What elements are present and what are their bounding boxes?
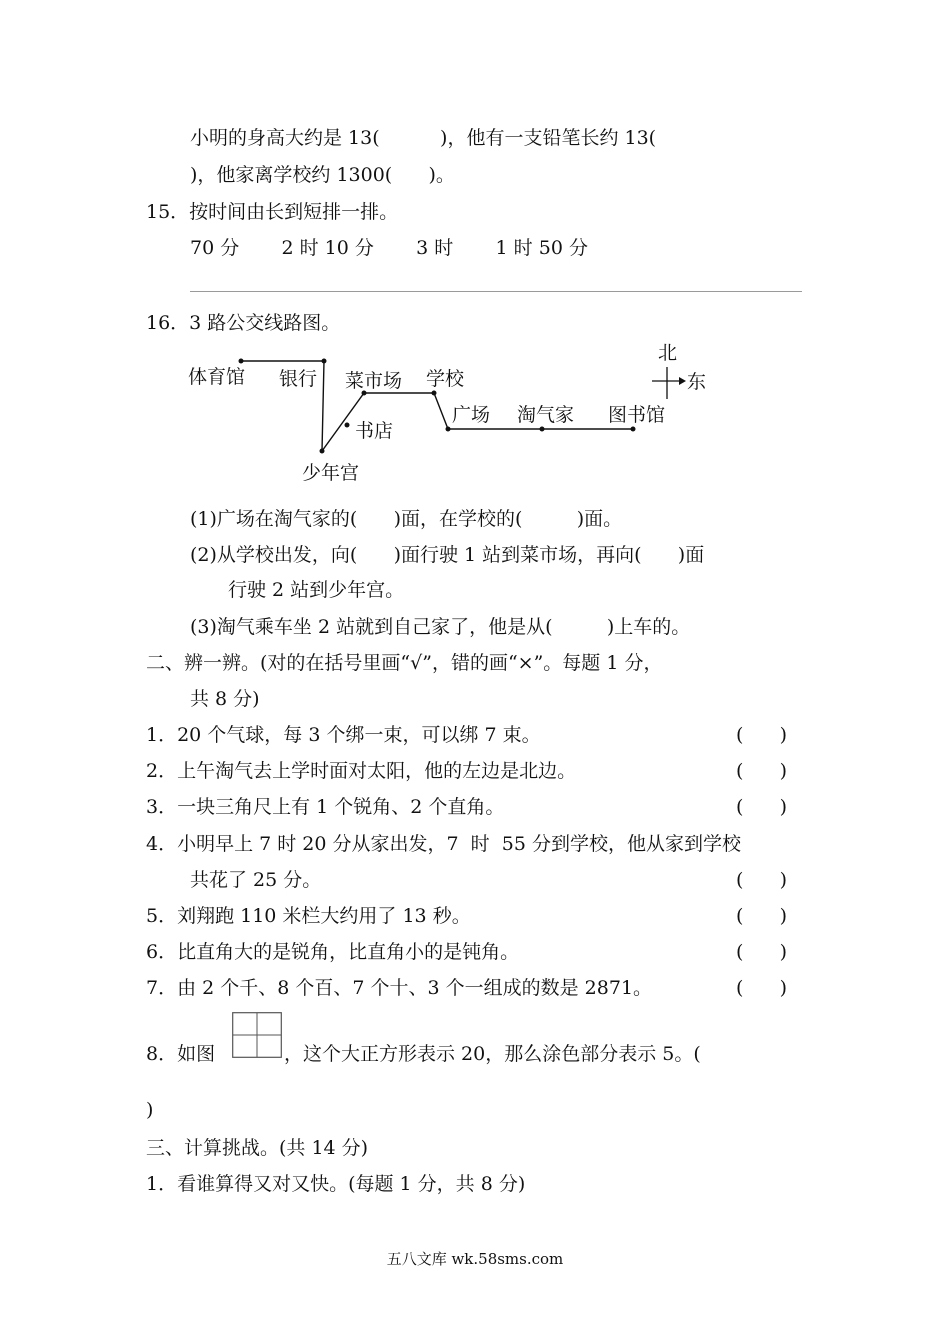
judge-5-bracket: ( ) [736, 905, 788, 927]
label-guangchang: 广场 [452, 404, 491, 426]
stop-guangchang [446, 427, 451, 432]
judge-8-rest: ，这个大正方形表示 20，那么涂色部分表示 5。( [284, 1043, 701, 1065]
stop-tiyuguan [239, 359, 244, 364]
judge-6-bracket: ( ) [736, 941, 788, 963]
label-taoqijia: 淘气家 [517, 404, 575, 426]
section-2-heading-cont: 共 8 分) [190, 688, 260, 710]
text-line-1: 小明的身高大约是 13( )，他有一支铅笔长约 13( [190, 127, 657, 149]
judge-3-bracket: ( ) [736, 796, 788, 818]
label-xuexiao: 学校 [426, 368, 465, 390]
q16-part-3: (3)淘气乘车坐 2 站就到自己家了，他是从( )上车的。 [190, 616, 691, 638]
label-shaoniangong: 少年宫 [302, 462, 360, 484]
judge-6: 6．比直角大的是锐角，比直角小的是钝角。 [146, 941, 520, 963]
q16-part-2: (2)从学校出发，向( )面行驶 1 站到菜市场，再向( )面 [190, 544, 705, 566]
judge-2-bracket: ( ) [736, 760, 788, 782]
judge-1: 1．20 个气球，每 3 个绑一束，可以绑 7 束。 [146, 724, 541, 746]
judge-7-bracket: ( ) [736, 977, 788, 999]
section-3-heading: 三、计算挑战。(共 14 分) [146, 1137, 369, 1159]
square-grid-figure [232, 1012, 282, 1058]
q16-part-2-cont: 行驶 2 站到少年宫。 [228, 579, 405, 601]
judge-4: 4．小明早上 7 时 20 分从家出发，7 时 55 分到学校，他从家到学校 [146, 833, 741, 855]
question-15-options: 70 分 2 时 10 分 3 时 1 时 50 分 [190, 237, 588, 259]
label-shudian: 书店 [355, 420, 394, 442]
label-tushuguan: 图书馆 [608, 404, 666, 426]
compass-north-label: 北 [658, 342, 678, 364]
stop-shaoniangong [320, 449, 325, 454]
judge-3: 3．一块三角尺上有 1 个锐角、2 个直角。 [146, 796, 505, 818]
stop-yinhang [322, 359, 327, 364]
judge-8-start: 8．如图 [146, 1043, 216, 1065]
judge-4-bracket: ( ) [736, 869, 788, 891]
answer-line [190, 291, 802, 292]
compass-east-label: 东 [687, 371, 707, 393]
label-caishichang: 菜市场 [345, 370, 403, 392]
judge-4-cont: 共花了 25 分。 [190, 869, 322, 891]
judge-2: 2．上午淘气去上学时面对太阳，他的左边是北边。 [146, 760, 577, 782]
stop-shudian [345, 423, 350, 428]
question-15: 15．按时间由长到短排一排。 [146, 201, 399, 223]
section-2-heading: 二、辨一辨。(对的在括号里画“√”，错的画“×”。每题 1 分， [146, 652, 663, 674]
label-yinhang: 银行 [279, 368, 318, 390]
stop-tushuguan [631, 427, 636, 432]
judge-7: 7．由 2 个千、8 个百、7 个十、3 个一组成的数是 2871。 [146, 977, 653, 999]
bus-route-map [180, 335, 740, 495]
stop-taoqijia [540, 427, 545, 432]
section-3-q1: 1．看谁算得又对又快。(每题 1 分，共 8 分) [146, 1173, 526, 1195]
judge-8-bracket-end: ) [146, 1099, 154, 1121]
compass-icon [652, 367, 686, 399]
footer-watermark: 五八文库 wk.58sms.com [386, 1250, 564, 1268]
stop-xuexiao [432, 391, 437, 396]
judge-1-bracket: ( ) [736, 724, 788, 746]
label-tiyuguan: 体育馆 [188, 366, 246, 388]
text-line-2: )，他家离学校约 1300( )。 [190, 164, 455, 186]
q16-part-1: (1)广场在淘气家的( )面，在学校的( )面。 [190, 508, 623, 530]
judge-5: 5．刘翔跑 110 米栏大约用了 13 秒。 [146, 905, 471, 927]
question-16: 16．3 路公交线路图。 [146, 312, 341, 334]
